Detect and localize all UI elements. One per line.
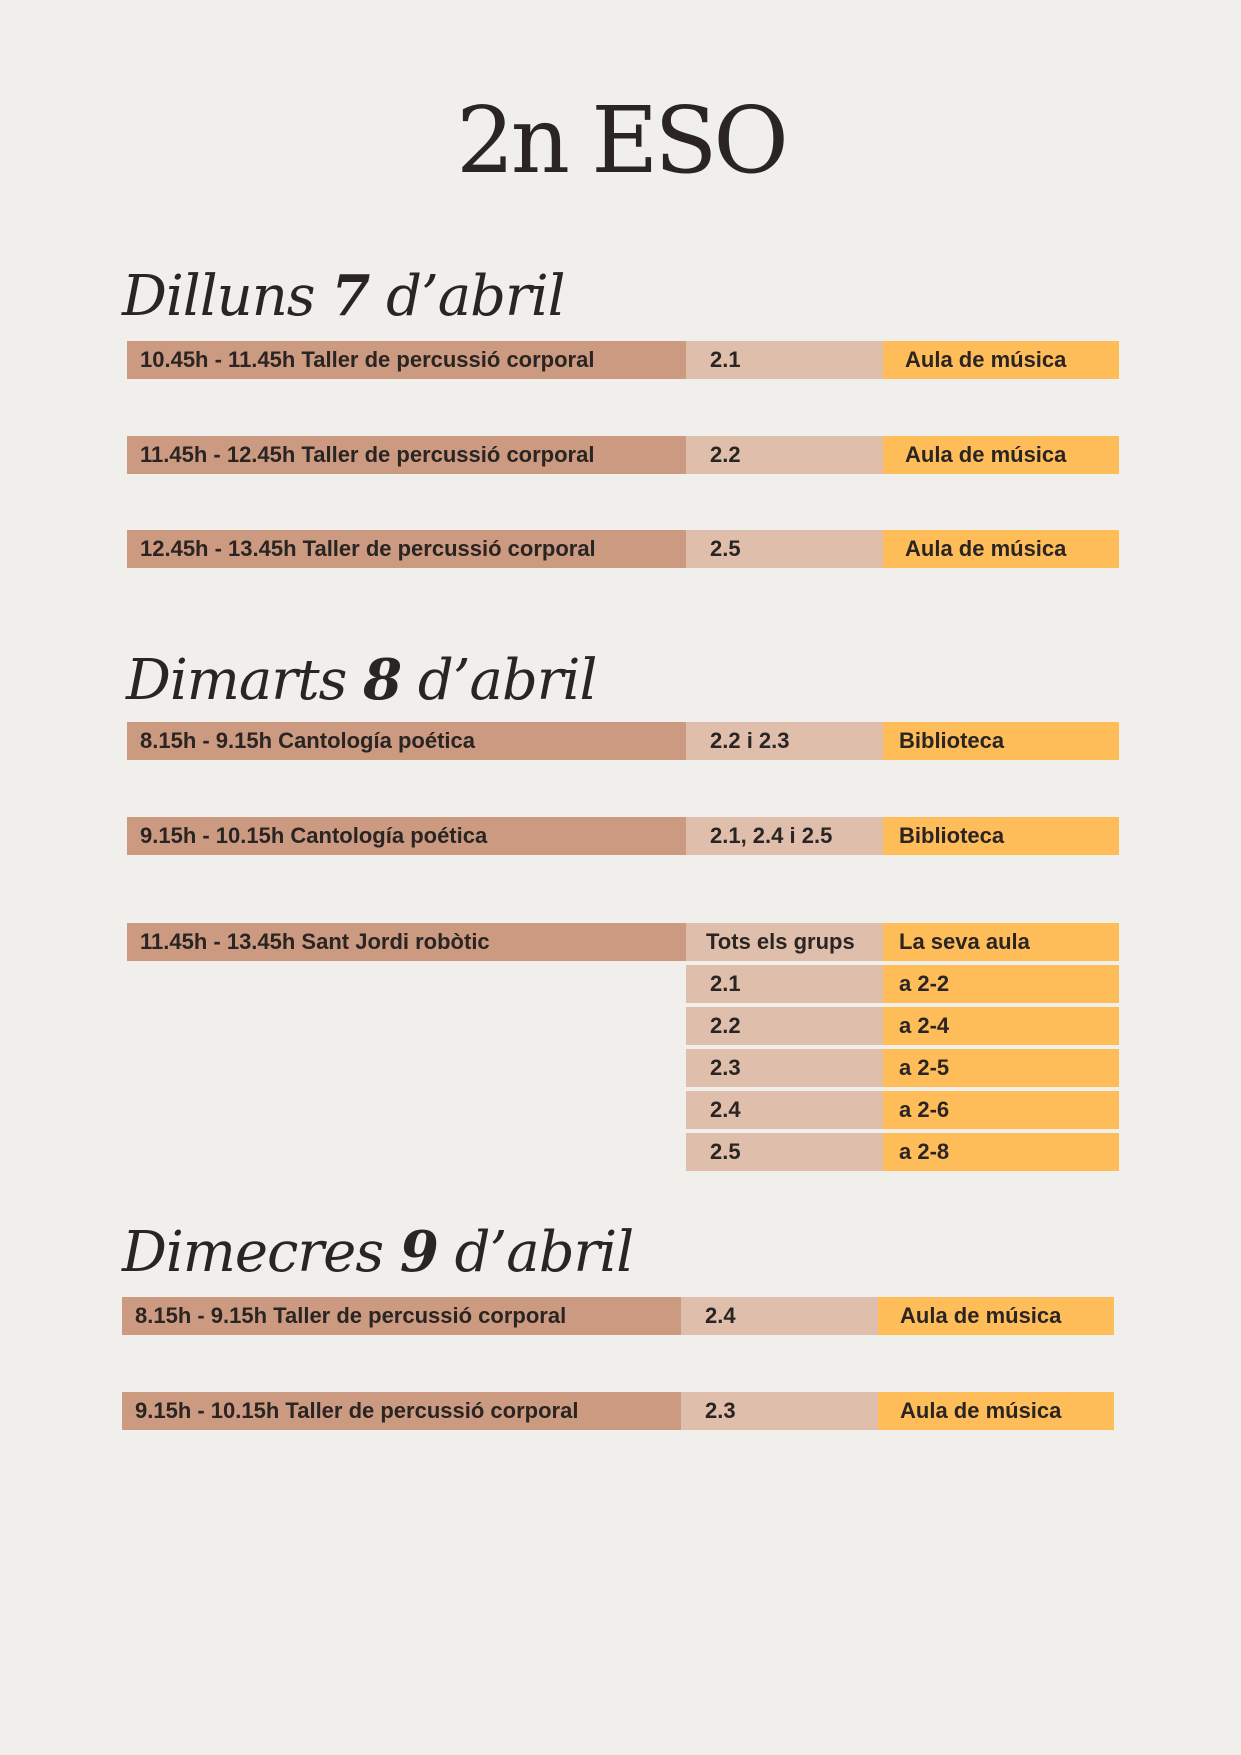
- schedule-row: [122, 1392, 1114, 1430]
- schedule-row: [127, 817, 1119, 855]
- group-cell: 2.1: [686, 341, 883, 379]
- group-cell: 2.5: [686, 530, 883, 568]
- activity-cell: 12.45h - 13.45h Taller de percussió corporal: [127, 530, 686, 568]
- place-cell: Aula de música: [883, 530, 1119, 568]
- weekday: Dimarts: [126, 648, 347, 713]
- group-cell: 2.1: [686, 965, 883, 1003]
- place-cell: a 2-4: [883, 1007, 1119, 1045]
- place-cell: a 2-6: [883, 1091, 1119, 1129]
- subgroup-row: [686, 1007, 1119, 1045]
- place-cell: a 2-8: [883, 1133, 1119, 1171]
- month: d’abril: [454, 1220, 634, 1285]
- group-cell: 2.2: [686, 1007, 883, 1045]
- group-cell: 2.4: [686, 1091, 883, 1129]
- place-cell: a 2-2: [883, 965, 1119, 1003]
- place-cell: Biblioteca: [883, 722, 1119, 760]
- subgroup-row: [686, 1049, 1119, 1087]
- schedule-row: [127, 722, 1119, 760]
- group-cell: 2.3: [681, 1392, 878, 1430]
- activity-cell: 8.15h - 9.15h Cantología poética: [127, 722, 686, 760]
- month: d’abril: [386, 264, 565, 329]
- subgroup-row: [686, 1091, 1119, 1129]
- activity-cell: 10.45h - 11.45h Taller de percussió corporal: [127, 341, 686, 379]
- activity-cell: 11.45h - 13.45h Sant Jordi robòtic: [127, 923, 686, 961]
- activity-cell: 9.15h - 10.15h Taller de percussió corporal: [122, 1392, 681, 1430]
- day-heading-dilluns: [122, 263, 565, 329]
- group-cell: 2.4: [681, 1297, 878, 1335]
- day-number: 7: [331, 263, 370, 329]
- schedule-row: [127, 923, 1119, 961]
- day-number: 9: [399, 1219, 438, 1285]
- place-cell: Aula de música: [878, 1392, 1114, 1430]
- weekday: Dimecres: [122, 1220, 384, 1285]
- schedule-row: [127, 530, 1119, 568]
- schedule-row: [127, 341, 1119, 379]
- activity-cell: 8.15h - 9.15h Taller de percussió corporal: [122, 1297, 681, 1335]
- day-heading-dimarts: [126, 647, 597, 713]
- group-cell: 2.2: [686, 436, 883, 474]
- place-cell: a 2-5: [883, 1049, 1119, 1087]
- place-cell: La seva aula: [883, 923, 1119, 961]
- activity-cell: 11.45h - 12.45h Taller de percussió corporal: [127, 436, 686, 474]
- day-number: 8: [363, 647, 402, 713]
- activity-cell: 9.15h - 10.15h Cantología poética: [127, 817, 686, 855]
- weekday: Dilluns: [122, 264, 315, 329]
- place-cell: Aula de música: [878, 1297, 1114, 1335]
- subgroup-row: [686, 965, 1119, 1003]
- place-cell: Aula de música: [883, 341, 1119, 379]
- group-cell: Tots els grups: [686, 923, 883, 961]
- group-cell: 2.5: [686, 1133, 883, 1171]
- day-heading-dimecres: [122, 1219, 634, 1285]
- group-cell: 2.1, 2.4 i 2.5: [686, 817, 883, 855]
- place-cell: Aula de música: [883, 436, 1119, 474]
- schedule-row: [127, 436, 1119, 474]
- month: d’abril: [417, 648, 597, 713]
- group-cell: 2.2 i 2.3: [686, 722, 883, 760]
- group-cell: 2.3: [686, 1049, 883, 1087]
- page-title: 2n ESO: [456, 87, 785, 194]
- schedule-row: [122, 1297, 1114, 1335]
- subgroup-row: [686, 1133, 1119, 1171]
- place-cell: Biblioteca: [883, 817, 1119, 855]
